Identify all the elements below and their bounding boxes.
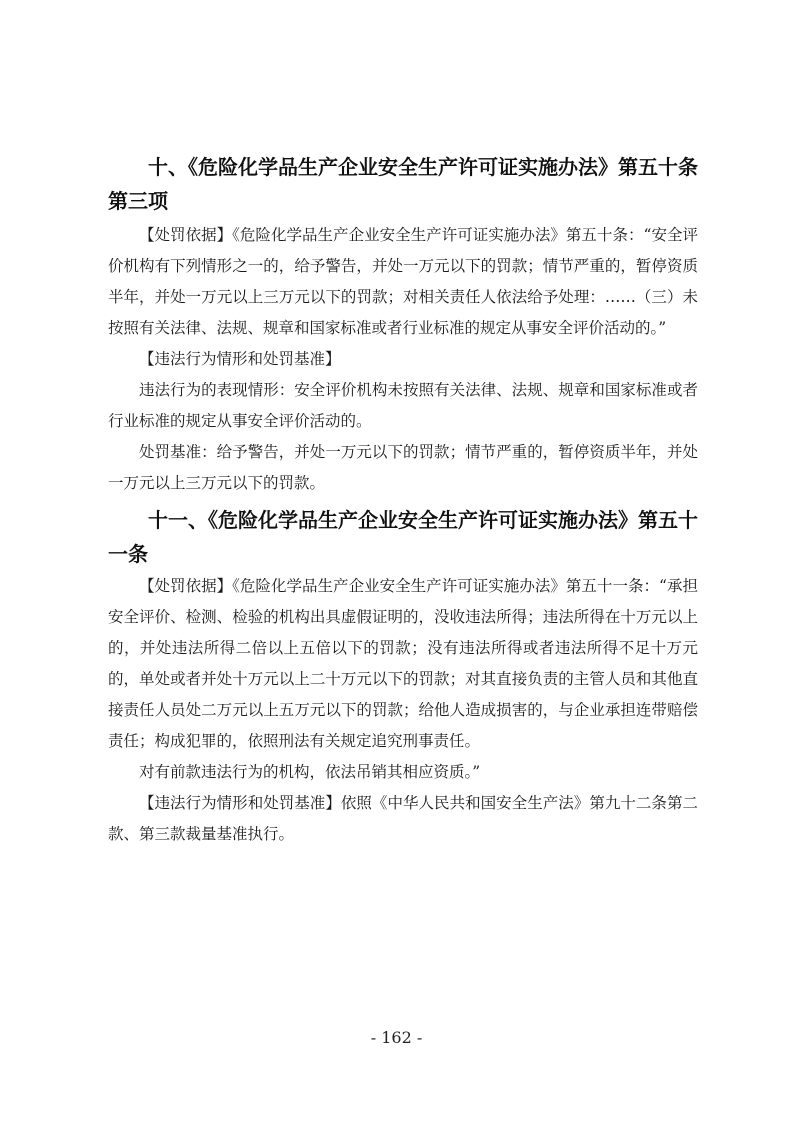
section-10-basis: 【处罚依据】《危险化学品生产企业安全生产许可证实施办法》第五十条：“安全评价机构有下列情形之一的，给予警告，并处一万元以下的罚款；情节严重的，暂停资质半年，并处一万元以上三万元以下的罚款；对相关责任人依法给予处理：……（三）未按照有关法律、法规、规章和国家标准或者行业标准的规定从事安全评价活动的。” (108, 226, 698, 337)
page-number: - 162 - (370, 1028, 423, 1047)
section-10-standard-heading: 【违法行为情形和处罚基准】 (139, 350, 341, 368)
document-body (108, 150, 698, 850)
section-11-basis: 【处罚依据】《危险化学品生产企业安全生产许可证实施办法》第五十一条：“承担安全评价、检测、检验的机构出具虚假证明的，没收违法所得；违法所得在十万元以上的，并处违法所得二倍以上五倍以下的罚款；没有违法所得或者违法所得不足十万元的，单处或者并处十万元以上二十万元以下的罚款；对其直接负责的主管人员和其他直接责任人员处二万元以上五万元以下的罚款；给他人造成损害的，与企业承担连带赔偿责任；构成犯罪的，依照刑法有关规定追究刑事责任。 (108, 577, 698, 750)
section-11-standard: 【违法行为情形和处罚基准】依照《中华人民共和国安全生产法》第九十二条第二款、第三款裁量基准执行。 (108, 794, 698, 843)
section-11-revoke: 对有前款违法行为的机构，依法吊销其相应资质。” (139, 763, 481, 781)
section-10-penalty: 处罚基准：给予警告，并处一万元以下的罚款；情节严重的，暂停资质半年，并处一万元以上三万元以下的罚款。 (108, 443, 698, 492)
section-11-title: 十一、《危险化学品生产企业安全生产许可证实施办法》第五十一条 (108, 508, 698, 566)
section-10-title: 十、《危险化学品生产企业安全生产许可证实施办法》第五十条第三项 (108, 155, 698, 213)
section-10-behavior: 违法行为的表现情形：安全评价机构未按照有关法律、法规、规章和国家标准或者行业标准的规定从事安全评价活动的。 (108, 381, 698, 430)
